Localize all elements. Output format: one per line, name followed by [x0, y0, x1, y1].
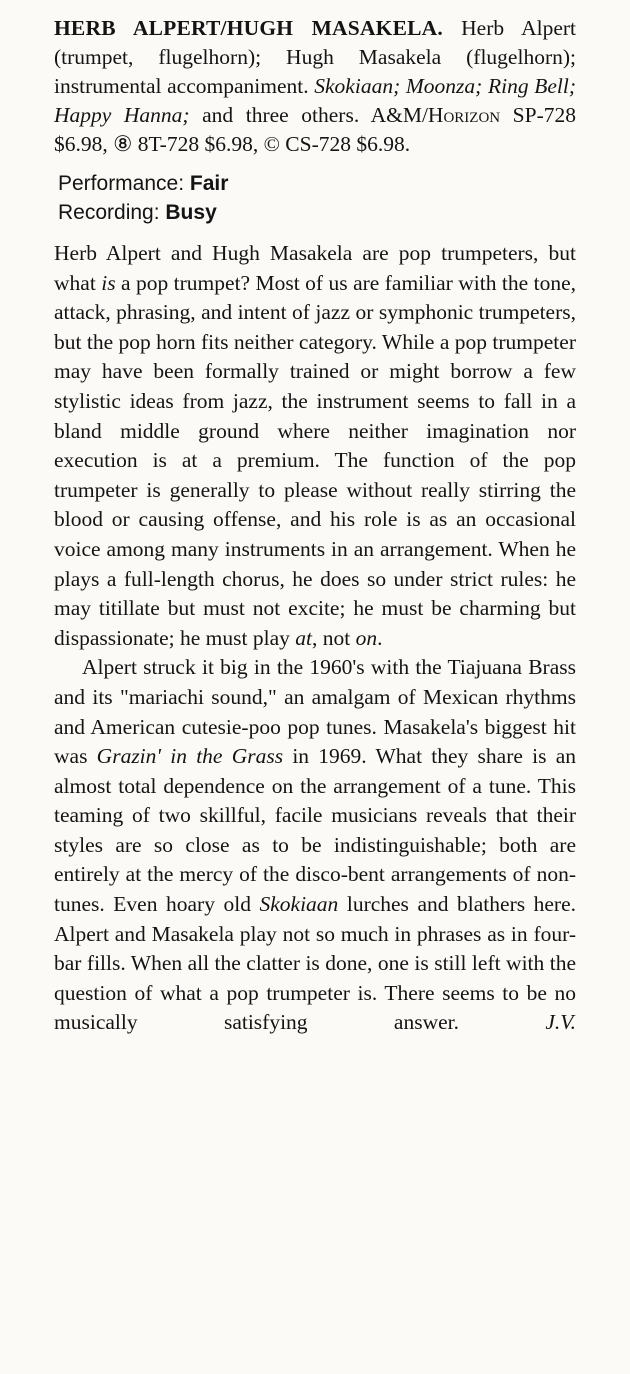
song-title: Grazin' in the Grass [96, 744, 284, 769]
artist-heading: HERB ALPERT/HUGH MASAKELA. [54, 16, 443, 40]
review-text: Alpert struck it big in the 1960's with the Tiajuana Brass and its "mariachi sound," an amalgam of Mexican rhythms and American cutesie-poo pop tunes. Masakela's biggest hit was [54, 655, 576, 769]
catalog-info: SP-728 $6.98, ⑧ 8T-728 $6.98, © CS-728 $6.98. [54, 103, 576, 156]
review-emphasis: at [295, 625, 312, 650]
ratings-block [54, 169, 576, 227]
album-credits: Herb Alpert (trumpet, flugelhorn); Hugh Masakela (flugelhorn); instrumental accompaniment. [54, 16, 576, 98]
review-text: Herb Alpert and Hugh Masakela are pop trumpeters, but what [54, 241, 576, 295]
review-text: lurches and blathers here. Alpert and Masakela play not so much in phrases as in four-bar fills. When all the clatter is done, one is still left with the question of what a pop trumpeter is. There seems to be no musically satisfying answer. [54, 892, 576, 1035]
performance-rating [58, 169, 576, 198]
album-others: and three others. A&M/ [189, 103, 428, 127]
recording-rating [58, 198, 576, 227]
review-text: . [377, 625, 383, 650]
review-text: a pop trumpet? Most of us are familiar with the tone, attack, phrasing, and intent of jazz or symphonic trumpeters, but the pop horn fits neither category. While a pop trumpeter may have been formally trained or might borrow a few stylistic ideas from jazz, the instrument seems to fall in a bland middle ground where neither imagination nor execution is at a premium. The function of the pop trumpeter is generally to please without really stirring the blood or causing offense, and his role is as an occasional voice among many instruments in an arrangement. When he plays a full-length chorus, he does so under strict rules: he may titillate but must not excite; he must be charming but dispassionate; he must play [54, 270, 576, 650]
album-track-titles: Skokiaan; Moonza; Ring Bell; Happy Hanna; [54, 74, 576, 127]
review-paragraph-2 [54, 653, 576, 1038]
performance-value: Fair [189, 172, 229, 195]
song-title: Skokiaan [259, 892, 339, 917]
review-emphasis: is [101, 270, 116, 295]
review-text: , not [311, 625, 356, 650]
album-header [54, 14, 576, 159]
recording-value: Busy [165, 201, 217, 224]
record-label: Horizon [427, 103, 501, 127]
review-paragraph-1 [54, 239, 576, 653]
performance-label: Performance: [58, 172, 190, 195]
review-text: in 1969. What they share is an almost total dependence on the arrangement of a tune. This teaming of two skillful, facile musicians reveals that their styles are so close as to be indistinguishable; both are entirely at the mercy of the disco-bent arrangements of non-tunes. Even hoary old [54, 744, 576, 917]
review-body [54, 239, 576, 1038]
recording-label: Recording: [58, 201, 166, 224]
reviewer-signature: J.V. [545, 1010, 577, 1035]
review-emphasis: on [355, 625, 378, 650]
